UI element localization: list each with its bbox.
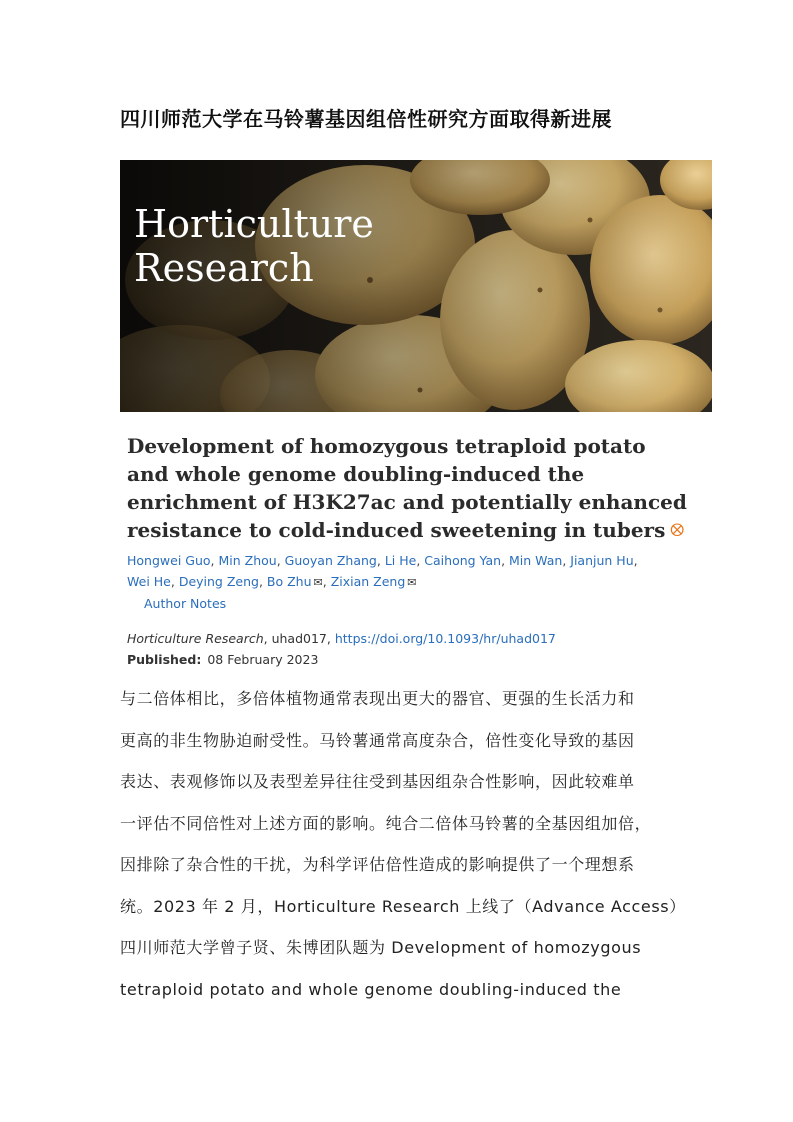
author-link[interactable]: Zixian Zeng bbox=[330, 574, 406, 589]
author-link[interactable]: Caihong Yan bbox=[424, 553, 502, 568]
body-line: 因排除了杂合性的干扰，为科学评估倍性造成的影响提供了一个理想系 bbox=[120, 855, 635, 874]
author-link[interactable]: Deying Zeng bbox=[178, 574, 259, 589]
author-link[interactable]: Li He bbox=[384, 553, 417, 568]
page-title: 四川师范大学在马铃薯基因组倍性研究方面取得新进展 bbox=[120, 107, 612, 131]
author-separator: , bbox=[322, 574, 331, 589]
author-list bbox=[127, 550, 687, 614]
mail-icon[interactable]: ✉ bbox=[313, 576, 323, 589]
author-link[interactable]: Bo Zhu bbox=[266, 574, 312, 589]
mail-icon[interactable]: ✉ bbox=[407, 576, 417, 589]
citation-journal: Horticulture Research bbox=[127, 631, 264, 646]
author-separator: , bbox=[170, 574, 179, 589]
doi-link[interactable]: https://doi.org/10.1093/hr/uhad017 bbox=[334, 631, 556, 646]
body-line: 更高的非生物胁迫耐受性。马铃薯通常高度杂合，倍性变化导致的基因 bbox=[120, 730, 635, 750]
author-separator: , bbox=[376, 553, 385, 568]
author-link[interactable]: Min Wan bbox=[509, 553, 563, 568]
author-separator: , bbox=[210, 553, 219, 568]
author-separator: , bbox=[276, 553, 285, 568]
citation bbox=[127, 628, 687, 649]
author-separator: , bbox=[633, 553, 638, 568]
author-link[interactable]: Hongwei Guo bbox=[127, 553, 211, 568]
body-line: tetraploid potato and whole genome doubling-induced the bbox=[120, 979, 622, 999]
open-access-icon: ꕕ bbox=[669, 518, 685, 542]
author-separator: , bbox=[501, 553, 510, 568]
published-date bbox=[127, 649, 687, 670]
author-separator: , bbox=[258, 574, 267, 589]
author-separator: , bbox=[416, 553, 425, 568]
journal-name: Horticulture Research bbox=[134, 202, 374, 290]
author-link[interactable]: Jianjun Hu bbox=[570, 553, 634, 568]
citation-id: , uhad017, bbox=[263, 631, 335, 646]
body-line: 四川师范大学曾子贤、朱博团队题为 Development of homozygous bbox=[120, 938, 642, 957]
author-separator: , bbox=[562, 553, 571, 568]
body-line: 一评估不同倍性对上述方面的影响。纯合二倍体马铃薯的全基因组加倍， bbox=[120, 813, 652, 833]
author-link[interactable]: Guoyan Zhang bbox=[284, 553, 377, 568]
article-body bbox=[120, 678, 686, 1010]
journal-banner bbox=[120, 160, 712, 412]
published-label: Published: bbox=[127, 652, 202, 667]
body-line: 表达、表观修饰以及表型差异往往受到基因组杂合性影响，因此较难单 bbox=[120, 772, 635, 791]
author-link[interactable]: Wei He bbox=[127, 574, 171, 589]
body-line: 与二倍体相比，多倍体植物通常表现出更大的器官、更强的生长活力和 bbox=[120, 689, 635, 708]
body-line: 统。2023 年 2 月，Horticulture Research 上线了（Advance Access） bbox=[120, 896, 686, 916]
published-value: 08 February 2023 bbox=[207, 652, 319, 667]
article-summary bbox=[127, 432, 687, 670]
article-title[interactable]: Development of homozygous tetraploid potato and whole genome doubling-induced the enrichment of H3K27ac and potentially enhanced resistance to cold-induced sweetening in tubers ꕕ bbox=[127, 434, 687, 542]
author-notes-link[interactable]: Author Notes bbox=[144, 596, 227, 611]
author-link[interactable]: Min Zhou bbox=[218, 553, 277, 568]
